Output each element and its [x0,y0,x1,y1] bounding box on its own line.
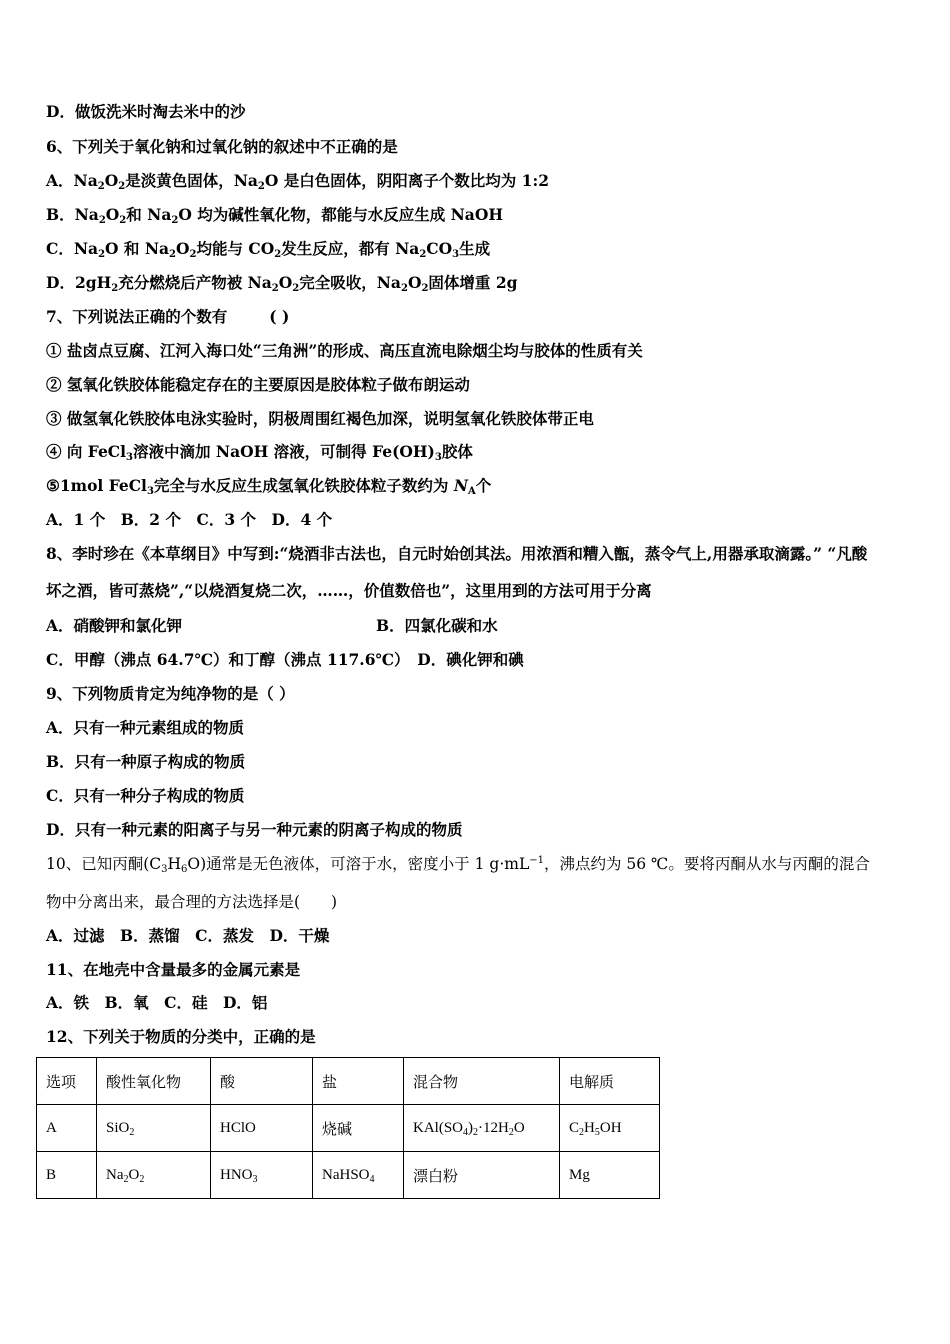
table-header-cell: 选项 [37,1058,97,1105]
q6-option-d: D．$2gH_2$充分燃烧后产物被 $Na_2O_2$完全吸收，$Na_2O_2$固体增重 2g [46,273,518,294]
q7-options: A．1 个 B．2 个 C．3 个 D．4 个 [46,510,333,529]
table-cell: SiO$_2$ [97,1105,211,1152]
question-8-line-1: 8、李时珍在《本草纲目》中写到:“烧酒非古法也，自元时始创其法。用浓酒和糟入甑，蒸令气上,用器承取滴露。” “凡酸 [46,544,868,563]
q9-option-d: D．只有一种元素的阳离子与另一种元素的阴离子构成的物质 [46,820,463,839]
table-cell: $HNO_3$ [211,1152,313,1199]
q8-option-a: A．硝酸钾和氯化钾 [46,616,183,635]
q7-statement-2: ② 氢氧化铁胶体能稳定存在的主要原因是胶体粒子做布朗运动 [46,375,470,394]
q6-option-b: B．$Na_2O_2$和 $Na_2O$ 均为碱性氧化物，都能与水反应生成 NaOH [46,205,503,226]
table-header-row [37,1058,660,1105]
table-header-cell: 酸 [211,1058,313,1105]
table-cell: A [37,1105,97,1152]
table-cell: 漂白粉 [404,1152,560,1199]
q8-options-cd: C．甲醇（沸点 64.7℃）和丁醇（沸点 117.6℃） D．碘化钾和碘 [46,650,524,669]
table-cell: $KAl(SO_4)_2\cdot 12H_2O$ [404,1105,560,1152]
table-cell: 烧碱 [313,1105,404,1152]
q9-option-a: A．只有一种元素组成的物质 [46,718,245,737]
classification-table [36,1057,660,1199]
table-cell: B [37,1152,97,1199]
table-header-cell: 混合物 [404,1058,560,1105]
question-7: 7、下列说法正确的个数有 ( ) [46,307,290,326]
question-10-line-1: 10、已知丙酮$(C_3H_6O)$通常是无色液体，可溶于水，密度小于 1 $g\cdot mL^{-1}$，沸点约为 56 ℃。要将丙酮从水与丙酮的混合 [46,855,870,875]
question-6: 6、下列关于氧化钠和过氧化钠的叙述中不正确的是 [46,137,398,156]
q7-statement-1: ① 盐卤点豆腐、江河入海口处“三角洲”的形成、高压直流电除烟尘均与胶体的性质有关 [46,341,643,360]
table-header-cell: 酸性氧化物 [97,1058,211,1105]
q5-option-d: D．做饭洗米时淘去米中的沙 [46,102,246,121]
question-12: 12、下列关于物质的分类中，正确的是 [46,1027,316,1046]
table-cell: $Na_2O_2$ [97,1152,211,1199]
q9-option-b: B．只有一种原子构成的物质 [46,752,246,771]
q7-statement-3: ③ 做氢氧化铁胶体电泳实验时，阴极周围红褐色加深，说明氢氧化铁胶体带正电 [46,409,594,428]
q6-option-c: C．$Na_2O$ 和 $Na_2O_2$均能与 $CO_2$发生反应，都有 $Na_2CO_3$生成 [46,239,491,260]
table-header-cell: 盐 [313,1058,404,1105]
q7-statement-5: ⑤1mol FeCl$_3$完全与水反应生成氢氧化铁胶体粒子数约为 $N_A$个 [46,476,492,497]
table-row [37,1152,660,1199]
table-cell: $C_2H_5OH$ [560,1105,660,1152]
q9-option-c: C．只有一种分子构成的物质 [46,786,245,805]
table-row [37,1105,660,1152]
q8-option-b: B．四氯化碳和水 [376,616,498,635]
question-10-line-2: 物中分离出来，最合理的方法选择是( ) [46,893,338,911]
question-9: 9、下列物质肯定为纯净物的是（ ） [46,684,295,703]
question-8-line-2: 坏之酒，皆可蒸烧”,“以烧酒复烧二次，……，价值数倍也”，这里用到的方法可用于分离 [46,581,652,600]
q6-option-a: A．$Na_2O_2$是淡黄色固体，$Na_2O$ 是白色固体，阴阳离子个数比均为 1:2 [46,171,549,192]
q7-statement-4: ④ 向 FeCl$_3$溶液中滴加 NaOH 溶液，可制得 $Fe(OH)_3$胶体 [46,442,473,463]
table-cell: Mg [560,1152,660,1199]
q10-options: A．过滤 B．蒸馏 C．蒸发 D．干燥 [46,926,330,945]
table-cell: HClO [211,1105,313,1152]
table-header-cell: 电解质 [560,1058,660,1105]
q11-options: A．铁 B．氧 C．硅 D．铝 [46,993,268,1012]
question-11: 11、在地壳中含量最多的金属元素是 [46,960,301,979]
table-cell: NaHSO$_4$ [313,1152,404,1199]
